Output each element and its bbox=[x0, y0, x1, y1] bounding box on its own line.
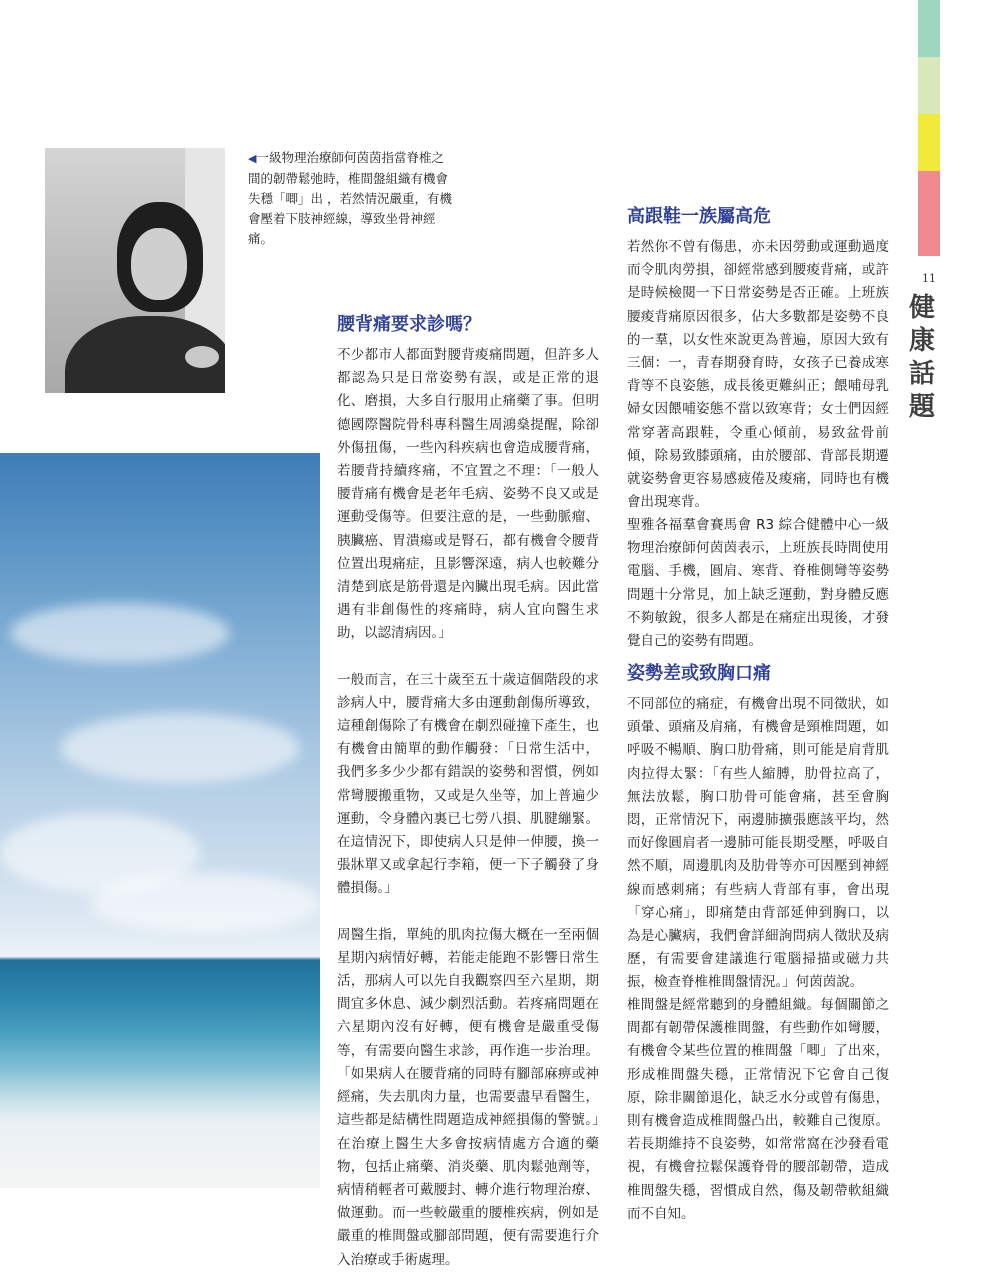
section-title-char: 題 bbox=[908, 392, 935, 422]
heading-back-pain: 腰背痛要求診嗎？ bbox=[337, 314, 481, 335]
paragraph: 不同部位的痛症，有機會出現不同徵狀，如頭暈、頭痛及肩痛，有機會是頸椎問題，如呼吸不暢順、胸口肋骨痛，則可能是肩背肌肉拉得太緊：「有些人縮膊，肋骨拉高了，無法放鬆，胸口肋骨可能會痛，甚至會胸悶，正常情況下，兩邊肺擴張應該平均，然而好像圓肩者一邊肺可能長期受壓，呼吸自然不順，周邊肌肉及肋骨等亦可因壓到神經線而感刺痛；有些病人背部有事，會出現「穿心痛」，即痛楚由背部延伸到胸口，以為是心臟病，我們會詳細詢問病人徵狀及病歷，有需要會建議進行電腦掃描或磁力共振，檢查脊椎椎間盤情況。」何茵茵說。 bbox=[627, 696, 889, 991]
article-column-middle bbox=[337, 312, 599, 1272]
heading-chest-pain: 姿勢差或致胸口痛 bbox=[627, 663, 771, 684]
paragraph: 一般而言，在三十歲至五十歲這個階段的求診病人中，腰背痛大多由運動創傷所導致，這種創傷除了有機會在劇烈碰撞下產生，也有機會由簡單的動作觸發：「日常生活中，我們多多少少都有錯誤的姿勢和習慣，例如常彎腰搬重物，又或是久坐等，加上普遍少運動，令身體內裏已七勞八損、肌腱繃緊。在這情況下，即使病人只是伸一伸腰，換一張牀單又或拿起行李箱，便一下子觸發了身體損傷。」 bbox=[337, 671, 599, 897]
color-tab-2 bbox=[918, 57, 940, 114]
paragraph: 若然你不曾有傷患，亦未因勞動或運動過度而令肌肉勞損，卻經常感到腰痠背痛，或許是時候檢閱一下日常姿勢是否正確。上班族腰痠背痛原因很多，佔大多數都是姿勢不良的一羣，以女性來說更為普遍，原因大致有三個：一，青春期發育時，女孩子已養成寒背等不良姿態，成長後更難糾正；餵哺母乳婦女因餵哺姿態不當以致寒背；女士們因經常穿著高跟鞋，令重心傾前，易致盆骨前傾，除易致膝頭痛，由於腰部、背部長期遷就姿勢會更容易感疲倦及痠痛，同時也有機會出現寒背。 bbox=[627, 239, 889, 511]
paragraph: 周醫生指，單純的肌肉拉傷大概在一至兩個星期內病情好轉，若能走能跑不影響日常生活，那病人可以先自我觀察四至六星期，期間宜多休息、減少劇烈活動。若疼痛問題在六星期內沒有好轉，便有機會是嚴重受傷等，有需要向醫生求診，再作進一步治理。「如果病人在腰背痛的同時有腳部麻痹或神經痛，失去肌肉力量，也需要盡早看醫生，這些都是結構性問題造成神經損傷的警號。」在治療上醫生大多會按病情處方合適的藥物，包括止痛藥、消炎藥、肌肉鬆弛劑等，病情稍輕者可戴腰封、轉介進行物理治療、做運動。而一些較嚴重的腰椎疾病，例如是嚴重的椎間盤或腳部問題，便有需要進行介入治療或手術處理。 bbox=[337, 926, 599, 1268]
color-tab-3 bbox=[918, 114, 940, 171]
paragraph: 聖雅各福羣會賽馬會 R3 綜合健體中心一級物理治療師何茵茵表示，上班族長時間使用電腦、手機，圓肩、寒背、脊椎側彎等姿勢問題十分常見，加上缺乏運動，對身體反應不夠敏銳，很多人都是在痛症出現後，才發覺自己的姿勢有問題。 bbox=[627, 517, 889, 650]
heading-high-heels: 高跟鞋一族屬高危 bbox=[627, 206, 771, 227]
paragraph: 椎間盤是經常聽到的身體組織。每個關節之間都有韌帶保護椎間盤，有些動作如彎腰，有機會令某些位置的椎間盤「唧」了出來，形成椎間盤失穩，正常情況下它會自己復原，除非關節退化，缺乏水分或曾有傷患，則有機會造成椎間盤凸出，較難自己復原。若長期維持不良姿勢，如常常窩在沙發看電視，有機會拉鬆保護脊骨的腰部韌帶，造成椎間盤失穩，習慣成自然，傷及韌帶軟組織而不自知。 bbox=[627, 997, 889, 1222]
caption-arrow-icon: ◀ bbox=[248, 152, 257, 165]
section-title-char: 康 bbox=[908, 326, 935, 356]
article-column-right-top bbox=[627, 204, 889, 514]
section-title-vertical bbox=[905, 292, 939, 424]
page-number: 11 bbox=[922, 272, 936, 285]
paragraph: 不少都市人都面對腰背痠痛問題，但許多人都認為只是日常姿勢有誤，或是正常的退化、磨損，大多自行服用止痛藥了事。但明德國際醫院骨科專科醫生周鴻燊提醒，除卻外傷扭傷，一些內科疾病也會造成腰背痛，若腰背持續疼痛，不宜置之不理：「一般人腰背痛有機會是老年毛病、姿勢不良又或是運動受傷等。但要注意的是，一些動脈瘤、胰臟癌、胃潰瘍或是腎石，都有機會令腰背位置出現痛症，且影響深遠，病人也較難分清楚到底是筋骨還是內臟出現毛病。因此當遇有非創傷性的疼痛時，病人宜向醫生求助，以認清病因。」 bbox=[337, 347, 599, 642]
color-tab-1 bbox=[918, 0, 940, 57]
caption-text: 一級物理治療師何茵茵指當脊椎之間的韌帶鬆弛時，椎間盤組織有機會失穩「唧」出 ，若然情況嚴重，有機會壓着下肢神經線，導致坐骨神經痛。 bbox=[248, 150, 452, 246]
section-title-char: 健 bbox=[908, 293, 935, 323]
article-column-right-bottom bbox=[627, 994, 889, 1226]
sky-ocean-photo bbox=[0, 453, 320, 1188]
article-column-right-mid bbox=[627, 514, 889, 653]
color-tab-4 bbox=[918, 171, 940, 256]
therapist-portrait-photo bbox=[45, 148, 225, 393]
photo-caption bbox=[248, 148, 453, 249]
section-title-char: 話 bbox=[908, 359, 935, 389]
article-column-right-chest bbox=[627, 661, 889, 995]
